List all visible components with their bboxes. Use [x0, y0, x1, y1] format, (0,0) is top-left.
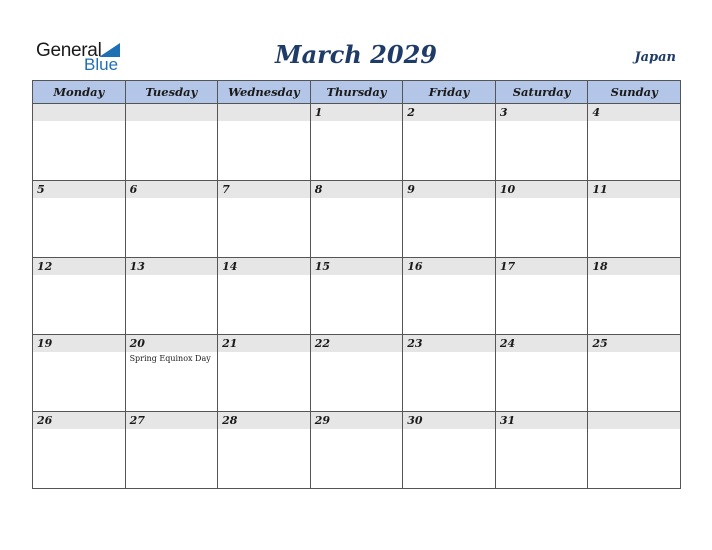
- week-row: [33, 104, 681, 181]
- day-cell[interactable]: [495, 335, 588, 412]
- day-number-bar: [126, 104, 218, 121]
- day-number-bar: [33, 258, 125, 275]
- week-row: [33, 335, 681, 412]
- day-number-bar: [496, 412, 588, 429]
- day-number-bar: [311, 258, 403, 275]
- day-number-bar: [33, 335, 125, 352]
- day-number: 2: [407, 106, 415, 119]
- day-number-bar: [218, 258, 310, 275]
- day-cell[interactable]: [588, 335, 681, 412]
- day-cell[interactable]: [495, 412, 588, 489]
- day-number: 19: [37, 337, 53, 350]
- day-number-bar: [218, 104, 310, 121]
- weekday-header: Sunday: [588, 81, 681, 104]
- day-cell[interactable]: [218, 104, 311, 181]
- day-number-bar: [126, 181, 218, 198]
- day-number-bar: [496, 104, 588, 121]
- day-number-bar: [33, 104, 125, 121]
- day-number-bar: [588, 181, 680, 198]
- day-number: 16: [407, 260, 423, 273]
- day-number-bar: [588, 258, 680, 275]
- day-cell[interactable]: [403, 104, 496, 181]
- day-number-bar: [33, 412, 125, 429]
- day-number-bar: [588, 335, 680, 352]
- day-number: [588, 412, 680, 414]
- day-number-bar: [33, 181, 125, 198]
- week-row: [33, 412, 681, 489]
- day-cell[interactable]: [588, 181, 681, 258]
- weekday-header: Friday: [403, 81, 496, 104]
- day-cell[interactable]: [125, 258, 218, 335]
- day-number-bar: [588, 412, 680, 429]
- day-number: 17: [499, 260, 516, 273]
- day-number: 26: [37, 414, 53, 427]
- day-cell[interactable]: [125, 335, 218, 412]
- day-number-bar: [311, 104, 403, 121]
- weekday-header-row: [33, 81, 681, 104]
- day-number: 29: [314, 414, 330, 427]
- day-number: 21: [222, 337, 238, 350]
- day-cell[interactable]: [403, 181, 496, 258]
- day-number: 10: [499, 183, 516, 196]
- day-cell[interactable]: [588, 104, 681, 181]
- day-cell[interactable]: [588, 412, 681, 489]
- day-cell[interactable]: [218, 412, 311, 489]
- day-number: 9: [407, 183, 415, 196]
- day-number-bar: [218, 335, 310, 352]
- day-cell[interactable]: [125, 181, 218, 258]
- country-label: Japan: [634, 50, 676, 65]
- logo-text-blue: Blue: [84, 55, 119, 74]
- day-number: 7: [222, 183, 230, 196]
- weekday-header: Monday: [33, 81, 126, 104]
- day-number-bar: [126, 258, 218, 275]
- holiday-label: Spring Equinox Day: [129, 354, 211, 363]
- day-cell[interactable]: [33, 412, 126, 489]
- day-number-bar: [126, 335, 218, 352]
- day-number-bar: [496, 258, 588, 275]
- day-cell[interactable]: [125, 412, 218, 489]
- day-cell[interactable]: [403, 335, 496, 412]
- day-cell[interactable]: [310, 181, 403, 258]
- day-number: 24: [499, 337, 516, 350]
- day-cell[interactable]: [495, 104, 588, 181]
- day-cell[interactable]: [588, 258, 681, 335]
- day-cell[interactable]: [310, 104, 403, 181]
- day-number: 28: [222, 414, 238, 427]
- day-cell[interactable]: [218, 258, 311, 335]
- day-number: 23: [407, 337, 423, 350]
- day-cell[interactable]: [310, 412, 403, 489]
- logo-text-general: General: [36, 40, 102, 61]
- day-number: 30: [407, 414, 423, 427]
- day-number-bar: [496, 181, 588, 198]
- day-number-bar: [126, 412, 218, 429]
- weekday-header: Saturday: [495, 81, 588, 104]
- day-number-bar: [588, 104, 680, 121]
- weekday-header: Wednesday: [218, 81, 311, 104]
- day-number: 18: [592, 260, 608, 273]
- day-number: 3: [499, 106, 508, 119]
- calendar-grid: [32, 80, 681, 489]
- day-cell[interactable]: [403, 258, 496, 335]
- day-number: 20: [129, 337, 145, 350]
- day-number-bar: [403, 258, 495, 275]
- week-row: [33, 181, 681, 258]
- day-number: 22: [314, 337, 330, 350]
- day-cell[interactable]: [33, 104, 126, 181]
- day-number-bar: [311, 412, 403, 429]
- day-number-bar: [218, 181, 310, 198]
- day-number: 1: [314, 106, 323, 119]
- day-cell[interactable]: [33, 181, 126, 258]
- day-number-bar: [496, 335, 588, 352]
- day-number-bar: [403, 412, 495, 429]
- week-row: [33, 258, 681, 335]
- day-number: 25: [592, 337, 608, 350]
- day-number: 4: [592, 106, 601, 119]
- day-number-bar: [403, 104, 495, 121]
- day-number: 5: [37, 183, 45, 196]
- day-number-bar: [403, 335, 495, 352]
- day-number: 31: [499, 414, 516, 427]
- weekday-header: Thursday: [310, 81, 403, 104]
- day-number: [218, 104, 310, 106]
- day-cell[interactable]: [218, 181, 311, 258]
- day-cell[interactable]: [310, 335, 403, 412]
- day-number: 8: [314, 183, 323, 196]
- day-cell[interactable]: [125, 104, 218, 181]
- day-number: 13: [129, 260, 145, 273]
- day-cell[interactable]: [33, 335, 126, 412]
- day-number: 12: [37, 260, 53, 273]
- day-number: [126, 104, 218, 106]
- day-number-bar: [311, 335, 403, 352]
- day-number: 15: [314, 260, 330, 273]
- day-cell[interactable]: [310, 258, 403, 335]
- day-cell[interactable]: [495, 258, 588, 335]
- day-number-bar: [403, 181, 495, 198]
- day-number: 6: [129, 183, 138, 196]
- day-number: 11: [592, 183, 608, 196]
- day-number: 14: [222, 260, 238, 273]
- day-cell[interactable]: [495, 181, 588, 258]
- weekday-header: Tuesday: [125, 81, 218, 104]
- calendar-title: March 2029: [275, 40, 437, 69]
- day-number-bar: [218, 412, 310, 429]
- day-number: 27: [129, 414, 145, 427]
- day-number: [33, 104, 125, 106]
- day-cell[interactable]: [33, 258, 126, 335]
- day-cell[interactable]: [218, 335, 311, 412]
- day-number-bar: [311, 181, 403, 198]
- day-cell[interactable]: [403, 412, 496, 489]
